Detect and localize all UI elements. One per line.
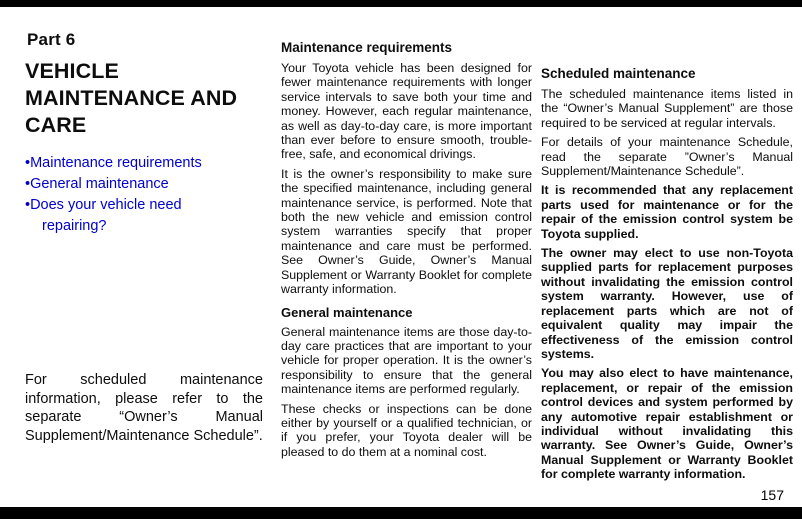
paragraph-bold: The owner may elect to use non-Toyota supplied parts for replacement purposes without invalidating the emission control system warranty. However, use of replacement parts which are not of equivalent quality may impair the effectiveness of the emission control systems. <box>541 246 793 361</box>
bullet-icon: • <box>25 197 31 213</box>
toc-link-maintenance-requirements[interactable] <box>25 153 230 174</box>
section-heading-general-maintenance: General maintenance <box>281 304 413 320</box>
paragraph: For details of your maintenance Schedule, read the separate ”Owner’s Manual Supplement/Maintenance Schedule”. <box>541 135 793 179</box>
toc-link-general-maintenance[interactable] <box>25 174 230 195</box>
paragraph: Your Toyota vehicle has been designed for fewer maintenance requirements with longer service intervals to save both your time and money. However, each regular maintenance, as well as day-to-day care, is more important than ever before to ensure smooth, trouble-free, safe, and economical drivings. <box>281 61 532 162</box>
paragraph-bold: It is recommended that any replacement parts used for maintenance or for the repair of the emission control system be Toyota supplied. <box>541 183 793 241</box>
paragraph-bold: You may also elect to have maintenance, replacement, or repair of the emission control devices and system performed by any automotive repair establishment or individual without invalidating this warranty. See Owner’s Guide, Owner’s Manual Supplement or Warranty Booklet for complete warranty information. <box>541 366 793 482</box>
section-heading-scheduled-maintenance: Scheduled maintenance <box>541 66 696 81</box>
toc-link-does-your-vehicle-need-repairing[interactable] <box>25 195 230 237</box>
toc-link-label: General maintenance <box>30 176 169 192</box>
paragraph: It is the owner’s responsibility to make sure the specified maintenance, including general maintenance service, is performed. Note that both the new vehicle and emission control system warranties specify that proper maintenance and care must be performed. See Owner’s Guide, Owner’s Manual Supplement or Warranty Booklet for complete warranty information. <box>281 166 532 297</box>
right-column <box>541 66 793 487</box>
bottom-border-bar <box>0 507 802 519</box>
paragraph: These checks or inspections can be done either by yourself or a qualified technician, or if you prefer, your Toyota dealer will be pleased to do them at a nominal cost. <box>281 401 532 459</box>
chapter-toc <box>25 153 230 237</box>
bullet-icon: • <box>25 176 31 192</box>
section-heading-maintenance-requirements: Maintenance requirements <box>281 40 453 55</box>
part-label: Part 6 <box>27 30 76 49</box>
left-column <box>25 30 267 237</box>
page-number: 157 <box>760 487 784 503</box>
bullet-icon: • <box>25 155 31 171</box>
paragraph: General maintenance items are those day-to-day care practices that are important to your vehicle for proper operation. It is the owner’s responsibility to ensure that the general maintenance items are performed regularly. <box>281 324 532 397</box>
top-border-bar <box>0 0 802 7</box>
middle-column <box>281 40 532 464</box>
chapter-title: VEHICLE MAINTENANCE AND CARE <box>25 59 238 137</box>
paragraph: The scheduled maintenance items listed in the “Owner’s Manual Supplement” are those required to be serviced at regular intervals. <box>541 87 793 130</box>
toc-link-label: Maintenance requirements <box>30 155 202 171</box>
toc-link-label: Does your vehicle need repairing? <box>30 197 182 234</box>
scheduled-maintenance-note: For scheduled maintenance information, please refer to the separate “Owner’s Manual Supplement/Maintenance Schedule”. <box>25 372 263 444</box>
